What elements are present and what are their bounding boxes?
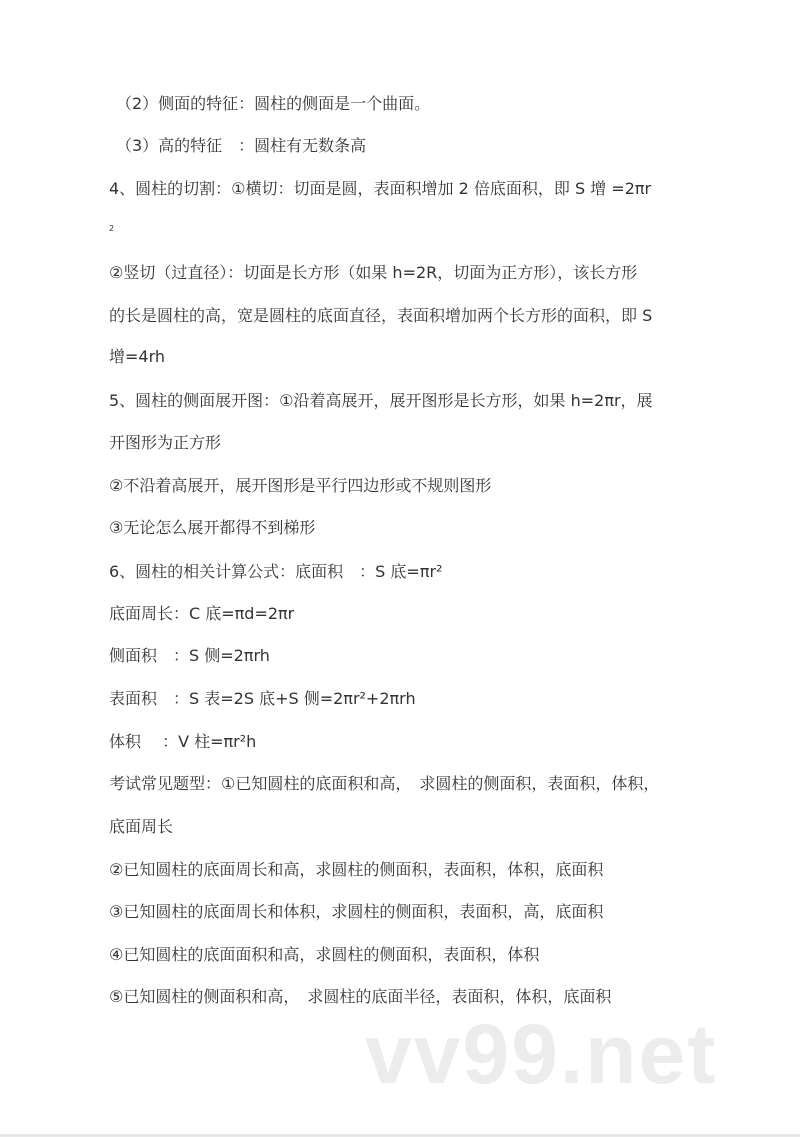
text-line: （3）高的特征 ：圆柱有无数条高	[116, 136, 367, 155]
text-line: ②不沿着高展开，展开图形是平行四边形或不规则图形	[109, 476, 492, 495]
text-line: ②已知圆柱的底面周长和高，求圆柱的侧面积，表面积，体积，底面积	[109, 860, 604, 879]
text-line: 底面周长：C 底=πd=2πr	[109, 604, 295, 623]
text-line: ⑤已知圆柱的侧面积和高， 求圆柱的底面半径，表面积，体积，底面积	[109, 987, 612, 1006]
text-line: ②竖切（过直径）：切面是长方形（如果 h=2R，切面为正方形），该长方形	[109, 263, 638, 282]
watermark: vv99.net	[365, 1007, 718, 1101]
text-line: ③无论怎么展开都得不到梯形	[109, 518, 316, 537]
text-line: ③已知圆柱的底面周长和体积，求圆柱的侧面积，表面积，高，底面积	[109, 902, 604, 921]
text-line: 表面积 ：S 表=2S 底+S 侧=2πr²+2πrh	[109, 689, 416, 708]
text-line: 考试常见题型：①已知圆柱的底面积和高， 求圆柱的侧面积，表面积，体积，	[109, 774, 660, 793]
text-line: 的长是圆柱的高，宽是圆柱的底面直径，表面积增加两个长方形的面积，即 S	[109, 306, 653, 325]
text-line: 体积 ：V 柱=πr²h	[109, 732, 257, 751]
text-line: 底面周长	[109, 817, 174, 836]
text-line: 5、圆柱的侧面展开图：①沿着高展开，展开图形是长方形，如果 h=2πr，展	[109, 391, 653, 410]
text-line: 4、圆柱的切割：①横切：切面是圆，表面积增加 2 倍底面积，即 S 增 =2πr	[109, 179, 652, 198]
text-line: 侧面积 ：S 侧=2πrh	[109, 646, 270, 665]
text-line: ④已知圆柱的底面面积和高，求圆柱的侧面积，表面积，体积	[109, 945, 540, 964]
text-line: 2	[109, 224, 115, 233]
text-line: （2）侧面的特征：圆柱的侧面是一个曲面。	[116, 94, 431, 113]
text-line: 开图形为正方形	[109, 433, 222, 452]
text-line: 6、圆柱的相关计算公式：底面积 ：S 底=πr²	[109, 562, 443, 581]
text-line: 增=4rh	[109, 347, 166, 366]
